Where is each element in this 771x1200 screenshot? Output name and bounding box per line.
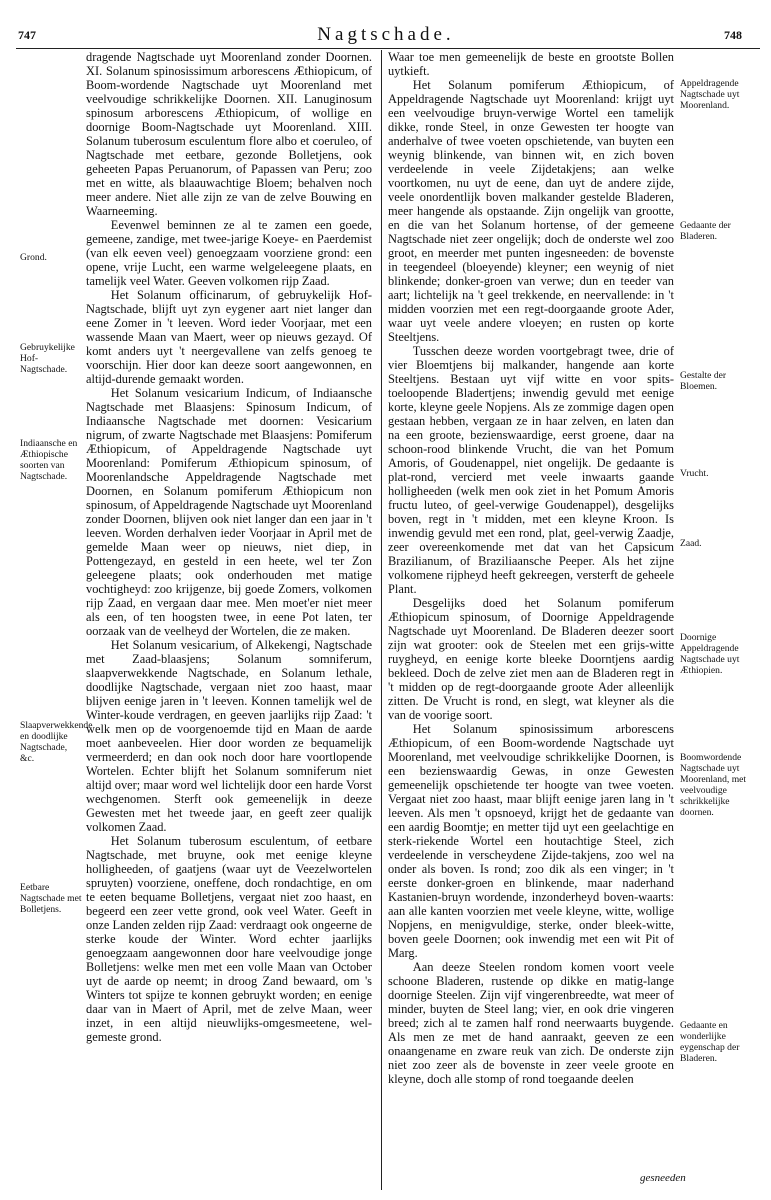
paragraph: Tusschen deeze worden voortgebragt twee, drie of vier Bloemtjens bij malkander, hangende aan korte Steeltjens. Bestaan uyt vijf witte en voor spits-toeloopende Bladertjens; inwendig gevuld met eenige korte, kleyne geele Nopjens. Als ze zommige dagen open gestaan hebben, vergaan ze in haar zelven, en laten dan na een groote, bezienswaardige, eerst groene, daar na schoon-rood blinkende Vrucht, die van het Pomum Amoris, of Goudenappel, niet ongelijk. De gedaante is plat-rond, vercierd met veele inwaarts gaande holligheeden (welk men ook ziet in het Pomum Amoris fructu luteo, of geel-verwige Goudenappel), desgelijks boven, regt in 't midden, met een kleyne Kroon. Is inwendig gevuld met een rond, plat, geel-verwig Zaadje, zeer overeenkomende met dat van het Capsicum Brazilianum, of Braziliaansche Peeper. Als het zijne volkomene rijpheyd heeft gekreegen, versterft de geheele Plant. [388, 344, 674, 596]
margin-note-left: Gebruykelijke Hof-Nagtschade. [20, 342, 75, 375]
margin-note-right: Gestalte der Bloemen. [680, 370, 727, 392]
paragraph: Het Solanum spinosissimum arborescens Æthiopicum, of een Boom-wordende Nagtschade uyt Moorenland, met veelvoudige schrikkelijke Doornen, is een bezienswaardig Gewas, in onze Gewesten gemeenelijk opschietende ter hoogte van twee voeten. Vergaat niet zoo haast, maar blijft eenige jaren lang in 't leeven. Als men 't opsnoeyd, krijgt het de gedaante van een aardig Boomtje; en metter tijd uyt een geelachtige en sterk-riekende Wortel een houtachtige Steel, zich verdeelende in verscheydene Zijde-takjens, zoo wel na onder als boven. Is rond; zoo dik als een vinger; in 't eerste donker-groen en blinkende, maar naderhand Kastanien-bruyn wordende, inzonderheyd boven-waarts: aan alle kanten voorzien met veele kleyne, witte, wollige Nopjens, en menigvuldige, sterke, onder bleek-witte, boven geele Doornen; ook inwendig met een wit Pit of Marg. [388, 722, 674, 960]
column-divider [381, 50, 382, 1190]
margin-note-left: Indiaansche en Æthiopische soorten van Nagtschade. [20, 438, 78, 482]
margin-note-right: Appeldragende Nagtschade uyt Moorenland. [680, 78, 740, 111]
margin-note-left: Slaapverwekkende en doodlijke Nagtschade, &c. [20, 720, 93, 764]
margin-note-right: Boomwordende Nagtschade uyt Moorenland, met veelvoudige schrikkelijke doornen. [680, 752, 747, 818]
page-number-left: 747 [18, 28, 36, 42]
paragraph: Waar toe men gemeenelijk de beste en grootste Bollen uytkieft. [388, 50, 674, 78]
paragraph: Het Solanum vesicarium, of Alkekengi, Nagtschade met Zaad-blaasjens; Solanum somniferum, slaapverwekkende Nagtschade, en Solanum lethale, doodlijke Nagtschade, vergaan niet zoo haast, maar blijven eenige jaren in 't leeven. Konnen tamelijk wel de Winter-koude verdragen, en geeven jaarlijks rijp Zaad: 't welk men op de voorgenoemde tijd en Maan de aarde moet aanbeveelen. Hier door worden ze bequamelijk vermeerderd; en dan ook noch door hare voortlopende Wortelen. Echter blijft het Solanum somniferum niet altijd over; maar word wel lichtelijk door een harde Vorst wechgenomen. Sterft ook gemeenelijk in deeze Gewesten met het tweede jaar, en geeft zeer qualijk volkomen Zaad. [86, 638, 372, 834]
paragraph: Het Solanum vesicarium Indicum, of Indiaansche Nagtschade met Blaasjens: Spinosum Indicum, of Indiaansche Nagtschade met doornen: Vesicarium nigrum, of zwarte Nagtschade met Blaasjens: Pomiferum Æthiopicum, of Appeldragende Nagtschade uyt Moorenland: Pomiferum Æthiopicum spinosum, of Moorenlandsche Appeldragende Nagtschade met Doornen, en Solanum pomiferum Æthiopicum non spinosum, of Appeldragende Nagtschade uyt Moorenland zonder Doornen, blijven ook niet langer dan een jaar in 't leeven. Worden derhalven ieder Voorjaar in April met de gemelde Maan weer op nieuws, niet diep, in Pottengezayd, en gesteld in een heete, wel ter Zon geleegene plaats; ook onderhouden met matige vochtigheyd: zoo krijgenze, bij goede Zomers, volkomen rijp Zaad, en vergaan daar mee. Men moet'er niet meer als een, of ten hoogsten twee, in eene Pot laten, ter oorzaak van de veelheyd der Wortelen, die ze maken. [86, 386, 372, 638]
catchword: gesneeden [640, 1172, 686, 1184]
margin-note-right: Zaad. [680, 538, 702, 549]
margin-note-right: Doornige Appeldragende Nagtschade uyt Æthiopien. [680, 632, 740, 676]
left-column [86, 50, 372, 1044]
paragraph: Desgelijks doed het Solanum pomiferum Æthiopicum spinosum, of Doornige Appeldragende Nagtschade uyt Moorenland. De Bladeren deezer soort zijn wat grooter: ook de Steelen met een grijs-witte ruygheyd, en eenige korte bleeke Doorntjens aardig bekleed. Doch de zelve ziet men aan de Bladeren regt in 't midden op de regt-doorgaande groote Ader alleenlijk zitten. De Vrucht is rond, en slegt, wat kleyner als die van de voorige soort. [388, 596, 674, 722]
page-number-right: 748 [724, 28, 742, 42]
margin-note-right: Vrucht. [680, 468, 709, 479]
paragraph: dragende Nagtschade uyt Moorenland zonder Doornen. XI. Solanum spinosissimum arborescens Æthiopicum, of Boom-wordende Nagtschade uyt Moorenland met veelvoudige schrikkelijke Doornen. XII. Lanuginosum spinosum arborescens Æthiopicum, of wollige en doornige Boom-Nagtschade uyt Moorenland. XIII. Solanum tuberosum esculentum flore albo et coeruleo, of Nagtschade met eetbare, gezonde Bolletjens, ook geheeten Papas Peruanorum, of Papassen van Peru; zoo met en witte, als blaauwachtige Bloem; behalven noch meer andere. Niet alle zijn ze van de zelve Bouwing en Waarneeming. [86, 50, 372, 218]
right-column [388, 50, 674, 1086]
running-title: Nagtschade. [317, 24, 455, 45]
paragraph: Eevenwel beminnen ze al te zamen een goede, gemeene, zandige, met twee-jarige Koeye- en Paerdemist (van elk eeven veel) genoegzaam voorziene grond: een opene, vrije Lucht, een warme welgeleegene plaats, en tamelijk veel Water. Geeven volkomen rijp Zaad. [86, 218, 372, 288]
margin-note-left: Grond. [20, 252, 47, 263]
margin-note-right: Gedaante der Bladeren. [680, 220, 731, 242]
paragraph: Het Solanum pomiferum Æthiopicum, of Appeldragende Nagtschade uyt Moorenland: krijgt uyt een veelvoudige bruyn-verwige Wortel een tamelijk dikke, ronde Steel, in onze Gewesten ter hoogte van anderhalve of twee voeten opschietende, van buyten een weynig blinkende, van binnen wit, en zich boven verdeelende in veele Zijdetakjens; aan welke voortkomen, nu uyt de eene, dan uyt de andere zijde, veele onordentlijk boven malkander gestelde Bladeren, meer hangende als opstaande. Zijn ongelijk van grootte, en die van het Solanum hortense, of der gemeene Nagtschade niet zeer ongelijk; doch de onderste wel zoo groot, en meerder met punten ingesneeden: de bovenste in teegendeel (bloeyende) kleyner; een weynig of niet blinkende; donker-groen van verwe; dun en teeder van aart; lichtelijk na 't geel trekkende, en neervallende: in 't midden voorzien met een regt-doorgaande groote Ader, waar uyt veele andere vloeyen; en rusten op korte Steeltjens. [388, 78, 674, 344]
paragraph: Aan deeze Steelen rondom komen voort veele schoone Bladeren, rustende op dikke en matig-lange doornige Steelen. Zijn vijf vingerenbreedte, wat meer of minder, buyten de Steel lang; vier, en ook drie vingeren breed; zich al te zamen half rond neerwaarts buygende. Als men ze met de hand aanraakt, geeven ze een onaangename en zware reuk van zich. De onderste zijn niet zoo zeer als de bovenste in zeer veele groote en kleyne, doch alle stomp of rond toegaande deelen [388, 960, 674, 1086]
paragraph: Het Solanum tuberosum esculentum, of eetbare Nagtschade, met bruyne, ook met eenige kleyne holligheeden, of gaatjens (waar uyt de Veezelwortelen spruyten) voorziene, oneffene, doch rondachtige, en om te eeten bequame Bolletjens, vergaat niet zoo haast, en begeerd een zeer vette grond, ook veel Water. Geeft in onze Landen zelden rijp Zaad: verdraagt ook ongeerne de sterke koude der Winter. Word echter jaarlijks genoegzaam aangewonnen door hare veelvoudige jonge Bolletjens: welke men met een volle Maan van October uyt de aarde op neemt; in droog Zand bewaard, om 's Winters tot spijze te konnen gebruykt worden; en eenige daar van in Maert of April, met de zelve Maan, weer inzet, in een altijd nieuwlijks-omgesmeetene, wel-gemeste grond. [86, 834, 372, 1044]
margin-note-right: Gedaante en wonderlijke eygenschap der Bladeren. [680, 1020, 740, 1064]
header-rule [16, 48, 760, 49]
paragraph: Het Solanum officinarum, of gebruykelijk Hof-Nagtschade, blijft uyt zyn eygener aart niet langer dan eene Zomer in 't leeven. Word ieder Voorjaar, met een wassende Maan van Maert, weer op nieuws gezayd. Of komt anders uyt 't neergevallene van zelfs genoeg te voorschijn. Hier door kan deeze soort aangewonnen, en altijd-durende gemaakt worden. [86, 288, 372, 386]
margin-note-left: Eetbare Nagtschade met Bolletjens. [20, 882, 82, 915]
